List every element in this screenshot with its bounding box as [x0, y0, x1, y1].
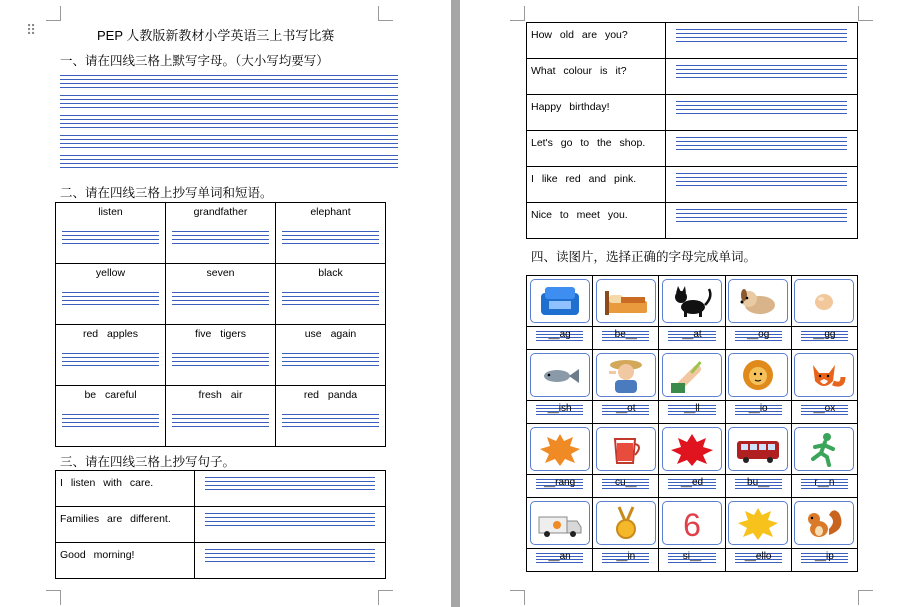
egg-icon	[794, 279, 854, 323]
word-cell[interactable]	[166, 264, 276, 325]
picture-row	[527, 498, 858, 549]
word-blank-cell[interactable]	[527, 475, 593, 498]
sentence-copy-table-continued	[526, 22, 858, 239]
incomplete-word: __at	[682, 329, 702, 340]
word-label: use again	[304, 328, 357, 340]
picture-cell	[791, 424, 857, 475]
crop-mark	[510, 6, 525, 21]
word-blank-cell[interactable]	[527, 549, 593, 572]
picture-row	[527, 276, 858, 327]
incomplete-word: __ll	[684, 403, 700, 414]
yellow-splash-icon	[728, 501, 788, 545]
word-cell[interactable]	[166, 386, 276, 447]
sentence-label-cell	[527, 131, 666, 167]
writing-lines[interactable]	[205, 549, 375, 565]
sentence-label-cell	[56, 471, 195, 507]
word-cell[interactable]	[56, 386, 166, 447]
word-blank-cell[interactable]	[659, 475, 725, 498]
word-cell[interactable]	[166, 325, 276, 386]
writing-lines[interactable]	[62, 414, 159, 430]
writing-lines[interactable]	[676, 101, 847, 117]
sentence-row	[527, 59, 858, 95]
word-label: seven	[206, 267, 235, 279]
word-blank-cell[interactable]	[791, 327, 857, 350]
sentence-text: How old are you?	[531, 29, 628, 41]
word-label: yellow	[95, 267, 126, 279]
writing-lines[interactable]	[172, 353, 269, 369]
word-cell[interactable]	[56, 325, 166, 386]
picture-cell	[527, 350, 593, 401]
picture-cell	[527, 498, 593, 549]
picture-cell	[527, 424, 593, 475]
word-blank-cell[interactable]	[725, 401, 791, 424]
sentence-row	[56, 543, 386, 579]
incomplete-word: __an	[548, 551, 571, 562]
word-cell[interactable]	[276, 386, 386, 447]
word-blank-cell[interactable]	[593, 401, 659, 424]
incomplete-word: __ot	[616, 403, 636, 414]
incomplete-word: r__n	[814, 477, 835, 488]
picture-cell	[725, 350, 791, 401]
hot-person-icon	[596, 353, 656, 397]
writing-lines[interactable]	[172, 231, 269, 247]
sentence-write-cell[interactable]	[666, 59, 858, 95]
sentence-write-cell[interactable]	[666, 167, 858, 203]
writing-lines[interactable]	[282, 414, 379, 430]
word-row	[56, 325, 386, 386]
section3-heading: 三、请在四线三格上抄写句子。	[60, 455, 236, 469]
writing-lines[interactable]	[205, 477, 375, 493]
word-label: red apples	[82, 328, 139, 340]
sentence-text: What colour is it?	[531, 65, 627, 77]
word-label: grandfather	[193, 206, 248, 218]
page-left	[0, 0, 451, 607]
section1-heading: 一、请在四线三格上默写字母。（大小写均要写）	[60, 54, 329, 68]
fish-icon	[530, 353, 590, 397]
sentence-text: Happy birthday!	[531, 101, 610, 113]
page-title: PEP 人教版新教材小学英语三上书写比赛	[97, 28, 335, 43]
word-cell[interactable]	[56, 264, 166, 325]
bag-icon	[530, 279, 590, 323]
crop-mark	[378, 6, 393, 21]
sentence-row	[527, 131, 858, 167]
word-row	[56, 264, 386, 325]
incomplete-word: __rang	[544, 477, 576, 488]
bus-icon	[728, 427, 788, 471]
word-blank-row	[527, 401, 858, 424]
sentence-label-cell	[527, 23, 666, 59]
sentence-write-cell[interactable]	[195, 471, 386, 507]
sentence-text: I listen with care.	[60, 477, 154, 489]
sentence-text: Good morning!	[60, 549, 135, 561]
incomplete-word: __ag	[548, 329, 571, 340]
writing-lines[interactable]	[62, 231, 159, 247]
word-blank-cell[interactable]	[725, 475, 791, 498]
picture-cell	[659, 424, 725, 475]
orange-splash-icon	[530, 427, 590, 471]
incomplete-word: __ox	[813, 403, 836, 414]
run-icon	[794, 427, 854, 471]
writing-lines[interactable]	[172, 414, 269, 430]
word-blank-row	[527, 327, 858, 350]
word-blank-cell[interactable]	[791, 475, 857, 498]
word-label: listen	[98, 206, 123, 218]
incomplete-word: cu__	[614, 477, 637, 488]
incomplete-word: be__	[614, 329, 637, 340]
ill-person-icon	[662, 353, 722, 397]
picture-cell	[527, 276, 593, 327]
crop-mark	[378, 590, 393, 605]
incomplete-word: __in	[616, 551, 636, 562]
word-blank-cell[interactable]	[659, 401, 725, 424]
sentence-row	[527, 167, 858, 203]
sentence-text: Nice to meet you.	[531, 209, 628, 221]
sentence-row	[56, 471, 386, 507]
section2-heading: 二、请在四线三格上抄写单词和短语。	[60, 186, 273, 200]
sentence-row	[527, 23, 858, 59]
picture-cell	[593, 350, 659, 401]
section4-heading: 四、读图片，选择正确的字母完成单词。	[531, 250, 757, 264]
writing-lines[interactable]	[676, 137, 847, 153]
sentence-row	[56, 507, 386, 543]
word-blank-cell[interactable]	[593, 549, 659, 572]
sentence-copy-table	[55, 470, 386, 579]
sentence-write-cell[interactable]	[666, 23, 858, 59]
word-blank-row	[527, 549, 858, 572]
word-label: five tigers	[195, 328, 246, 340]
word-label: fresh air	[198, 389, 243, 401]
writing-lines[interactable]	[676, 29, 847, 45]
incomplete-word: si__	[682, 551, 702, 562]
writing-lines[interactable]	[282, 292, 379, 308]
table-move-handle[interactable]: ⠿	[26, 22, 35, 38]
page-right	[460, 0, 922, 607]
crop-mark	[46, 6, 61, 21]
word-blank-cell[interactable]	[593, 475, 659, 498]
sentence-label-cell	[56, 507, 195, 543]
cup-icon	[596, 427, 656, 471]
sentence-row	[527, 203, 858, 239]
incomplete-word: __ed	[680, 477, 704, 488]
picture-cell	[593, 498, 659, 549]
fox-icon	[794, 353, 854, 397]
word-blank-cell[interactable]	[527, 327, 593, 350]
word-copy-table	[55, 202, 386, 447]
writing-lines[interactable]	[676, 65, 847, 81]
writing-lines[interactable]	[62, 292, 159, 308]
sentence-label-cell	[527, 203, 666, 239]
sentence-text: Families are different.	[60, 513, 171, 525]
sentence-write-cell[interactable]	[666, 131, 858, 167]
sentence-write-cell[interactable]	[666, 95, 858, 131]
word-blank-cell[interactable]	[791, 401, 857, 424]
lion-icon	[728, 353, 788, 397]
sentence-label-cell	[56, 543, 195, 579]
picture-cell	[725, 424, 791, 475]
word-blank-cell[interactable]	[659, 549, 725, 572]
word-cell[interactable]	[276, 264, 386, 325]
picture-row	[527, 350, 858, 401]
writing-lines[interactable]	[282, 231, 379, 247]
writing-lines[interactable]	[282, 353, 379, 369]
writing-lines[interactable]	[676, 209, 847, 225]
cat-icon	[662, 279, 722, 323]
incomplete-word: __gg	[813, 329, 836, 340]
picture-cell	[791, 498, 857, 549]
incomplete-word: bu__	[747, 477, 770, 488]
word-blank-cell[interactable]	[725, 549, 791, 572]
word-label: elephant	[310, 206, 351, 218]
word-label: red panda	[303, 389, 358, 401]
sentence-label-cell	[527, 95, 666, 131]
word-row	[56, 386, 386, 447]
svg-text:6: 6	[683, 507, 701, 541]
incomplete-word: __ish	[547, 403, 572, 414]
crop-mark	[510, 590, 525, 605]
sentence-text: I like red and pink.	[531, 173, 637, 185]
word-cell[interactable]	[56, 203, 166, 264]
word-blank-cell[interactable]	[791, 549, 857, 572]
picture-cell	[659, 350, 725, 401]
picture-word-table	[526, 275, 858, 572]
sentence-label-cell	[527, 59, 666, 95]
picture-cell	[725, 498, 791, 549]
crop-mark	[858, 6, 873, 21]
letter-writing-lines[interactable]	[60, 75, 398, 171]
picture-row	[527, 424, 858, 475]
incomplete-word: __io	[748, 403, 768, 414]
word-cell[interactable]	[276, 325, 386, 386]
writing-lines[interactable]	[62, 353, 159, 369]
picture-cell	[791, 276, 857, 327]
writing-lines[interactable]	[205, 513, 375, 529]
word-label: black	[318, 267, 343, 279]
crop-mark	[858, 590, 873, 605]
picture-cell	[659, 276, 725, 327]
word-blank-cell[interactable]	[659, 327, 725, 350]
picture-cell	[593, 276, 659, 327]
sentence-write-cell[interactable]	[195, 543, 386, 579]
incomplete-word: __ip	[814, 551, 834, 562]
writing-lines[interactable]	[676, 173, 847, 189]
squirrel-icon	[794, 501, 854, 545]
word-blank-cell[interactable]	[725, 327, 791, 350]
word-label: be careful	[84, 389, 137, 401]
picture-cell	[659, 498, 725, 549]
picture-cell	[791, 350, 857, 401]
sentence-write-cell[interactable]	[666, 203, 858, 239]
word-blank-row	[527, 475, 858, 498]
writing-lines[interactable]	[172, 292, 269, 308]
sentence-write-cell[interactable]	[195, 507, 386, 543]
six-icon	[662, 501, 722, 545]
bed-icon	[596, 279, 656, 323]
word-blank-cell[interactable]	[527, 401, 593, 424]
word-blank-cell[interactable]	[593, 327, 659, 350]
sentence-label-cell	[527, 167, 666, 203]
incomplete-word: __og	[747, 329, 770, 340]
word-cell[interactable]	[276, 203, 386, 264]
sentence-row	[527, 95, 858, 131]
word-cell[interactable]	[166, 203, 276, 264]
sentence-text: Let's go to the shop.	[531, 137, 646, 149]
incomplete-word: __ello	[744, 551, 772, 562]
picture-cell	[725, 276, 791, 327]
van-icon	[530, 501, 590, 545]
dog-icon	[728, 279, 788, 323]
red-splash-icon	[662, 427, 722, 471]
medal-icon	[596, 501, 656, 545]
crop-mark	[46, 590, 61, 605]
picture-cell	[593, 424, 659, 475]
word-row	[56, 203, 386, 264]
